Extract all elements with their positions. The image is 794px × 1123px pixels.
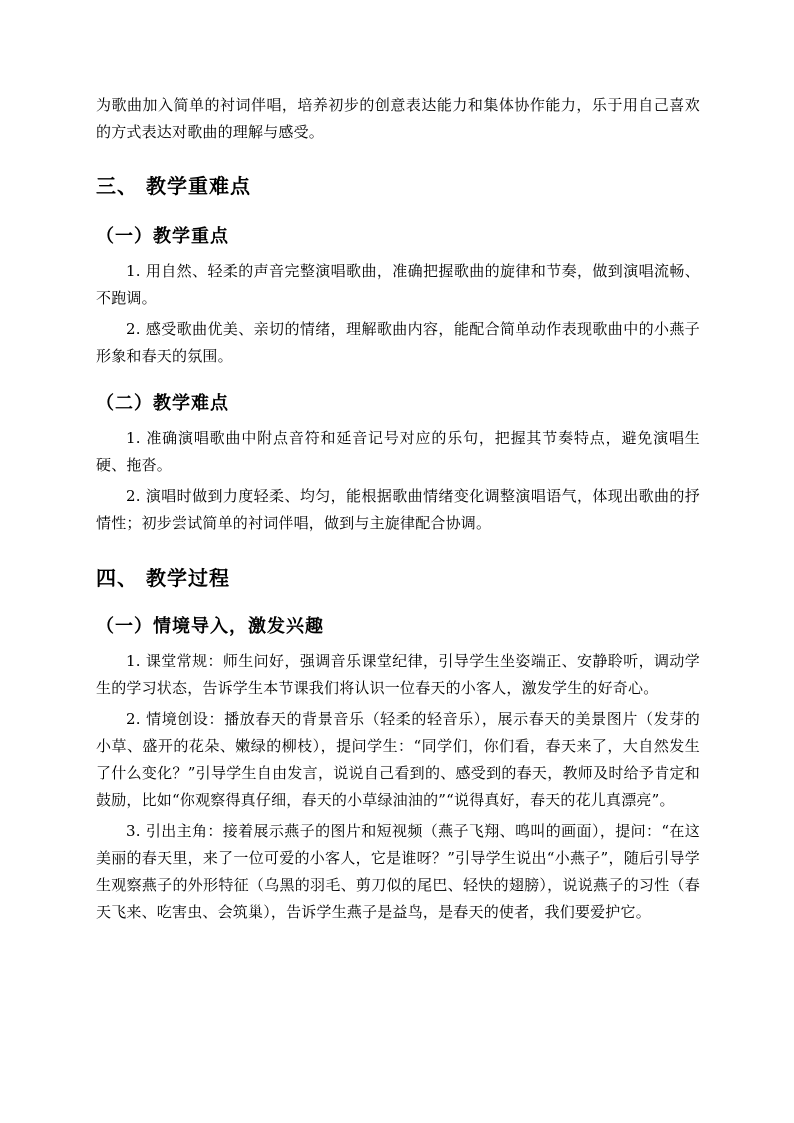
section-heading-key-difficult-points: 三、 教学重难点 <box>96 174 251 198</box>
document-page <box>96 92 700 926</box>
process-item-2: 2. 情境创设：播放春天的背景音乐（轻柔的轻音乐），展示春天的美景图片（发芽的小草、盛开的花朵、嫩绿的柳枝），提问学生：“同学们，你们看，春天来了，大自然发生了什么变化？”引导学生自由发言，说说自己看到的、感受到的春天，教师及时给予肯定和鼓励，比如“你观察得真仔细，春天的小草绿油油的”“说得真好，春天的花儿真漂亮”。 <box>96 710 700 809</box>
focus-item-2: 2. 感受歌曲优美、亲切的情绪，理解歌曲内容，能配合简单动作表现歌曲中的小燕子形象和春天的氛围。 <box>96 320 700 365</box>
process-item-3: 3. 引出主角：接着展示燕子的图片和短视频（燕子飞翔、鸣叫的画面），提问：“在这美丽的春天里，来了一位可爱的小客人，它是谁呀？”引导学生说出“小燕子”，随后引导学生观察燕子的外形特征（乌黑的羽毛、剪刀似的尾巴、轻快的翅膀），说说燕子的习性（春天飞来、吃害虫、会筑巢），告诉学生燕子是益鸟，是春天的使者，我们要爱护它。 <box>96 822 700 921</box>
difficulty-item-1: 1. 准确演唱歌曲中附点音符和延音记号对应的乐句，把握其节奏特点，避免演唱生硬、拖沓。 <box>96 429 700 474</box>
process-item-1: 1. 课堂常规：师生问好，强调音乐课堂纪律，引导学生坐姿端正、安静聆听，调动学生的学习状态，告诉学生本节课我们将认识一位春天的小客人，激发学生的好奇心。 <box>96 652 700 697</box>
section-heading-teaching-process: 四、 教学过程 <box>96 566 230 590</box>
subsection-heading-teaching-focus: （一）教学重点 <box>96 226 229 247</box>
intro-paragraph: 为歌曲加入简单的衬词伴唱，培养初步的创意表达能力和集体协作能力，乐于用自己喜欢的方式表达对歌曲的理解与感受。 <box>96 96 700 141</box>
subsection-heading-scenario-intro: （一）情境导入，激发兴趣 <box>96 616 324 637</box>
difficulty-item-2: 2. 演唱时做到力度轻柔、均匀，能根据歌曲情绪变化调整演唱语气，体现出歌曲的抒情性；初步尝试简单的衬词伴唱，做到与主旋律配合协调。 <box>96 487 700 532</box>
subsection-heading-teaching-difficulty: （二）教学难点 <box>96 393 229 414</box>
focus-item-1: 1. 用自然、轻柔的声音完整演唱歌曲，准确把握歌曲的旋律和节奏，做到演唱流畅、不跑调。 <box>96 262 700 307</box>
